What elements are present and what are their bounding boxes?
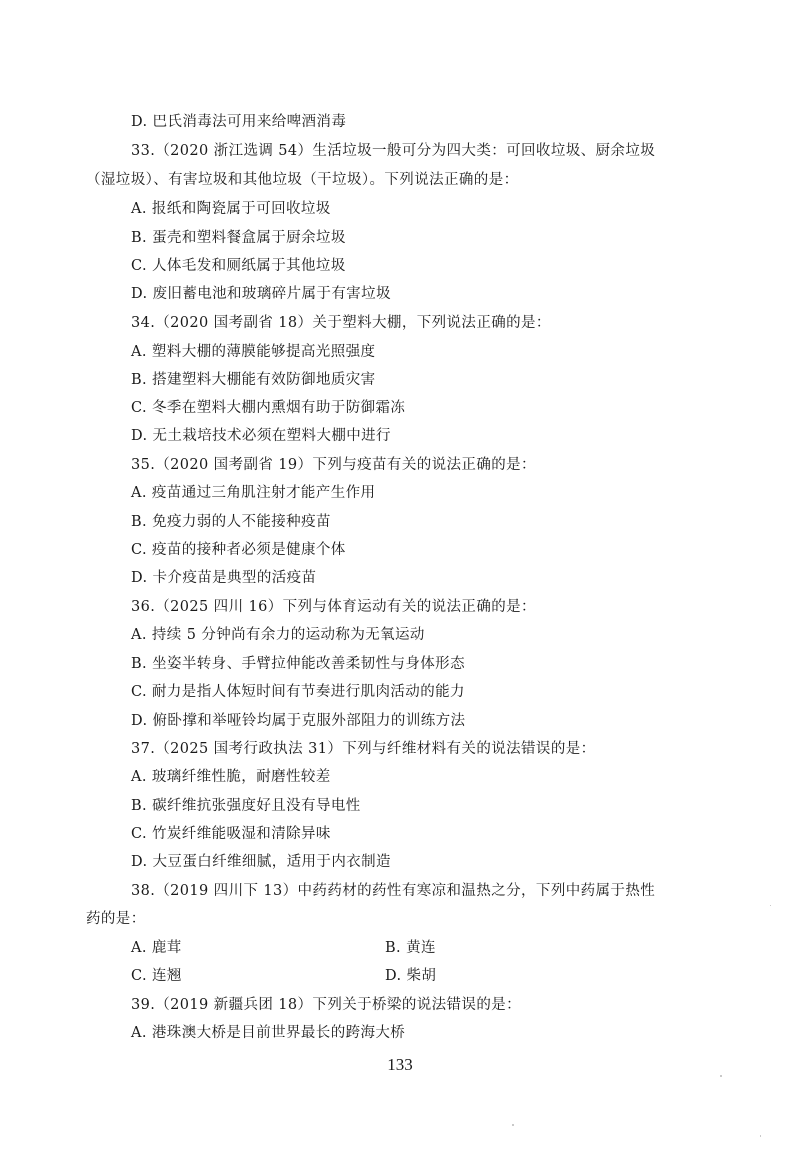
q39-stem: 39.（2019 新疆兵团 18）下列关于桥梁的说法错误的是：: [131, 997, 522, 1013]
q33-option-d: D. 废旧蓄电池和玻璃碎片属于有害垃圾: [131, 286, 391, 302]
q36-option-d: D. 俯卧撑和举哑铃均属于克服外部阻力的训练方法: [131, 713, 466, 729]
q34-option-a: A. 塑料大棚的薄膜能够提高光照强度: [131, 344, 376, 360]
scan-speck: [512, 1124, 514, 1126]
q33-option-c: C. 人体毛发和厕纸属于其他垃圾: [131, 258, 346, 274]
q38-stem-line2: 药的是：: [86, 911, 146, 927]
q37-stem: 37.（2025 国考行政执法 31）下列与纤维材料有关的说法错误的是：: [131, 741, 596, 757]
q35-stem: 35.（2020 国考副省 19）下列与疫苗有关的说法正确的是：: [131, 457, 536, 473]
scan-speck: [770, 905, 771, 906]
page-number: 133: [387, 1055, 413, 1074]
q36-option-b: B. 坐姿半转身、手臂拉伸能改善柔韧性与身体形态: [131, 656, 465, 672]
q36-option-c: C. 耐力是指人体短时间有节奏进行肌肉活动的能力: [131, 684, 465, 700]
scan-speck: [760, 1135, 761, 1137]
q33-stem-line1: 33.（2020 浙江选调 54）生活垃圾一般可分为四大类：可回收垃圾、厨余垃圾: [131, 143, 656, 159]
q33-stem-line2: （湿垃圾）、有害垃圾和其他垃圾（干垃圾）。下列说法正确的是：: [86, 172, 519, 188]
scan-speck: [720, 1075, 722, 1077]
q38-option-d: D. 柴胡: [385, 968, 437, 984]
q38-option-a: A. 鹿茸: [131, 940, 182, 956]
q37-option-a: A. 玻璃纤维性脆，耐磨性较差: [131, 769, 331, 785]
q37-option-c: C. 竹炭纤维能吸湿和清除异味: [131, 826, 331, 842]
q32-option-d: D. 巴氏消毒法可用来给啤酒消毒: [131, 114, 347, 130]
q34-option-c: C. 冬季在塑料大棚内熏烟有助于防御霜冻: [131, 400, 406, 416]
q34-stem: 34.（2020 国考副省 18）关于塑料大棚，下列说法正确的是：: [131, 315, 551, 331]
q35-option-b: B. 免疫力弱的人不能接种疫苗: [131, 514, 331, 530]
q35-option-c: C. 疫苗的接种者必须是健康个体: [131, 542, 346, 558]
q38-option-c: C. 连翘: [131, 968, 182, 984]
q34-option-b: B. 搭建塑料大棚能有效防御地质灾害: [131, 372, 376, 388]
q37-option-d: D. 大豆蛋白纤维细腻，适用于内衣制造: [131, 854, 391, 870]
q36-option-a: A. 持续 5 分钟尚有余力的运动称为无氧运动: [131, 627, 425, 643]
q36-stem: 36.（2025 四川 16）下列与体育运动有关的说法正确的是：: [131, 599, 536, 615]
q35-option-d: D. 卡介疫苗是典型的活疫苗: [131, 570, 317, 586]
q33-option-b: B. 蛋壳和塑料餐盒属于厨余垃圾: [131, 230, 346, 246]
q35-option-a: A. 疫苗通过三角肌注射才能产生作用: [131, 485, 376, 501]
q38-option-b: B. 黄连: [385, 940, 436, 956]
q39-option-a: A. 港珠澳大桥是目前世界最长的跨海大桥: [131, 1025, 406, 1041]
q37-option-b: B. 碳纤维抗张强度好且没有导电性: [131, 798, 361, 814]
q33-option-a: A. 报纸和陶瓷属于可回收垃圾: [131, 201, 331, 217]
q38-stem-line1: 38.（2019 四川下 13）中药药材的药性有寒凉和温热之分，下列中药属于热性: [131, 883, 656, 899]
q34-option-d: D. 无土栽培技术必须在塑料大棚中进行: [131, 428, 391, 444]
